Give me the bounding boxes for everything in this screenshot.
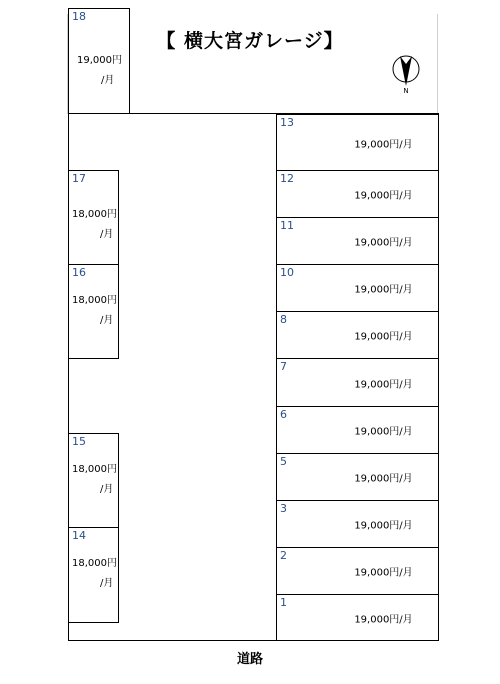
slot-number: 15 <box>72 435 86 448</box>
slot-price: 19,000円/月 <box>354 567 413 579</box>
parking-slot-13[interactable] <box>276 114 439 171</box>
slot-price: 18,000円 <box>72 209 117 220</box>
parking-slot-17[interactable] <box>68 170 119 265</box>
slot-number: 12 <box>280 172 294 185</box>
slot-price: 18,000円 <box>72 464 117 475</box>
parking-slot-2[interactable] <box>276 547 439 595</box>
slot-price: 19,000円/月 <box>354 426 413 438</box>
slot-price: 19,000円/月 <box>354 139 413 150</box>
slot-number: 1 <box>280 596 287 609</box>
slot-number: 7 <box>280 360 287 373</box>
slot-price: 19,000円 <box>77 55 122 66</box>
slot-price-unit: /月 <box>100 484 114 495</box>
slot-price: 19,000円/月 <box>354 331 413 343</box>
slot-number: 6 <box>280 408 287 421</box>
parking-slot-14[interactable] <box>68 527 119 623</box>
slot-price: 19,000円/月 <box>354 284 413 296</box>
slot-number: 8 <box>280 313 287 326</box>
slot-number: 16 <box>72 266 86 279</box>
slot-number: 3 <box>280 502 287 515</box>
slot-number: 10 <box>280 266 294 279</box>
slot-price: 19,000円/月 <box>354 190 413 202</box>
slot-price: 19,000円/月 <box>354 473 413 485</box>
slot-number: 2 <box>280 549 287 562</box>
compass-north-icon <box>388 52 428 96</box>
slot-number: 18 <box>72 10 86 23</box>
parking-slot-12[interactable] <box>276 170 439 218</box>
parking-slot-5[interactable] <box>276 453 439 501</box>
garage-title: 【 横大宮ガレージ】 <box>156 30 344 52</box>
compass-label: N <box>403 87 409 95</box>
slot-price-unit: /月 <box>101 75 115 86</box>
parking-slot-11[interactable] <box>276 217 439 265</box>
slot-number: 5 <box>280 455 287 468</box>
parking-slot-18[interactable] <box>68 8 130 114</box>
parking-slot-1[interactable] <box>276 594 439 641</box>
parking-slot-10[interactable] <box>276 264 439 312</box>
parking-slot-15[interactable] <box>68 433 119 528</box>
slot-price: 19,000円/月 <box>354 520 413 532</box>
slot-price-unit: /月 <box>100 578 114 589</box>
slot-number: 11 <box>280 219 294 232</box>
parking-slot-6[interactable] <box>276 406 439 454</box>
page-edge-right <box>437 14 438 114</box>
slot-price: 19,000円/月 <box>354 237 413 249</box>
slot-number: 17 <box>72 172 86 185</box>
slot-price: 18,000円 <box>72 295 117 306</box>
slot-price-unit: /月 <box>100 229 114 240</box>
slot-price-unit: /月 <box>100 315 114 326</box>
slot-price: 19,000円/月 <box>354 379 413 390</box>
slot-price: 19,000円/月 <box>354 614 413 625</box>
parking-slot-16[interactable] <box>68 264 119 359</box>
road-label: 道路 <box>236 652 263 667</box>
slot-price: 18,000円 <box>72 558 117 569</box>
parking-slot-7[interactable] <box>276 358 439 407</box>
parking-slot-8[interactable] <box>276 311 439 359</box>
parking-slot-3[interactable] <box>276 500 439 548</box>
slot-number: 14 <box>72 529 86 542</box>
slot-number: 13 <box>280 116 294 129</box>
